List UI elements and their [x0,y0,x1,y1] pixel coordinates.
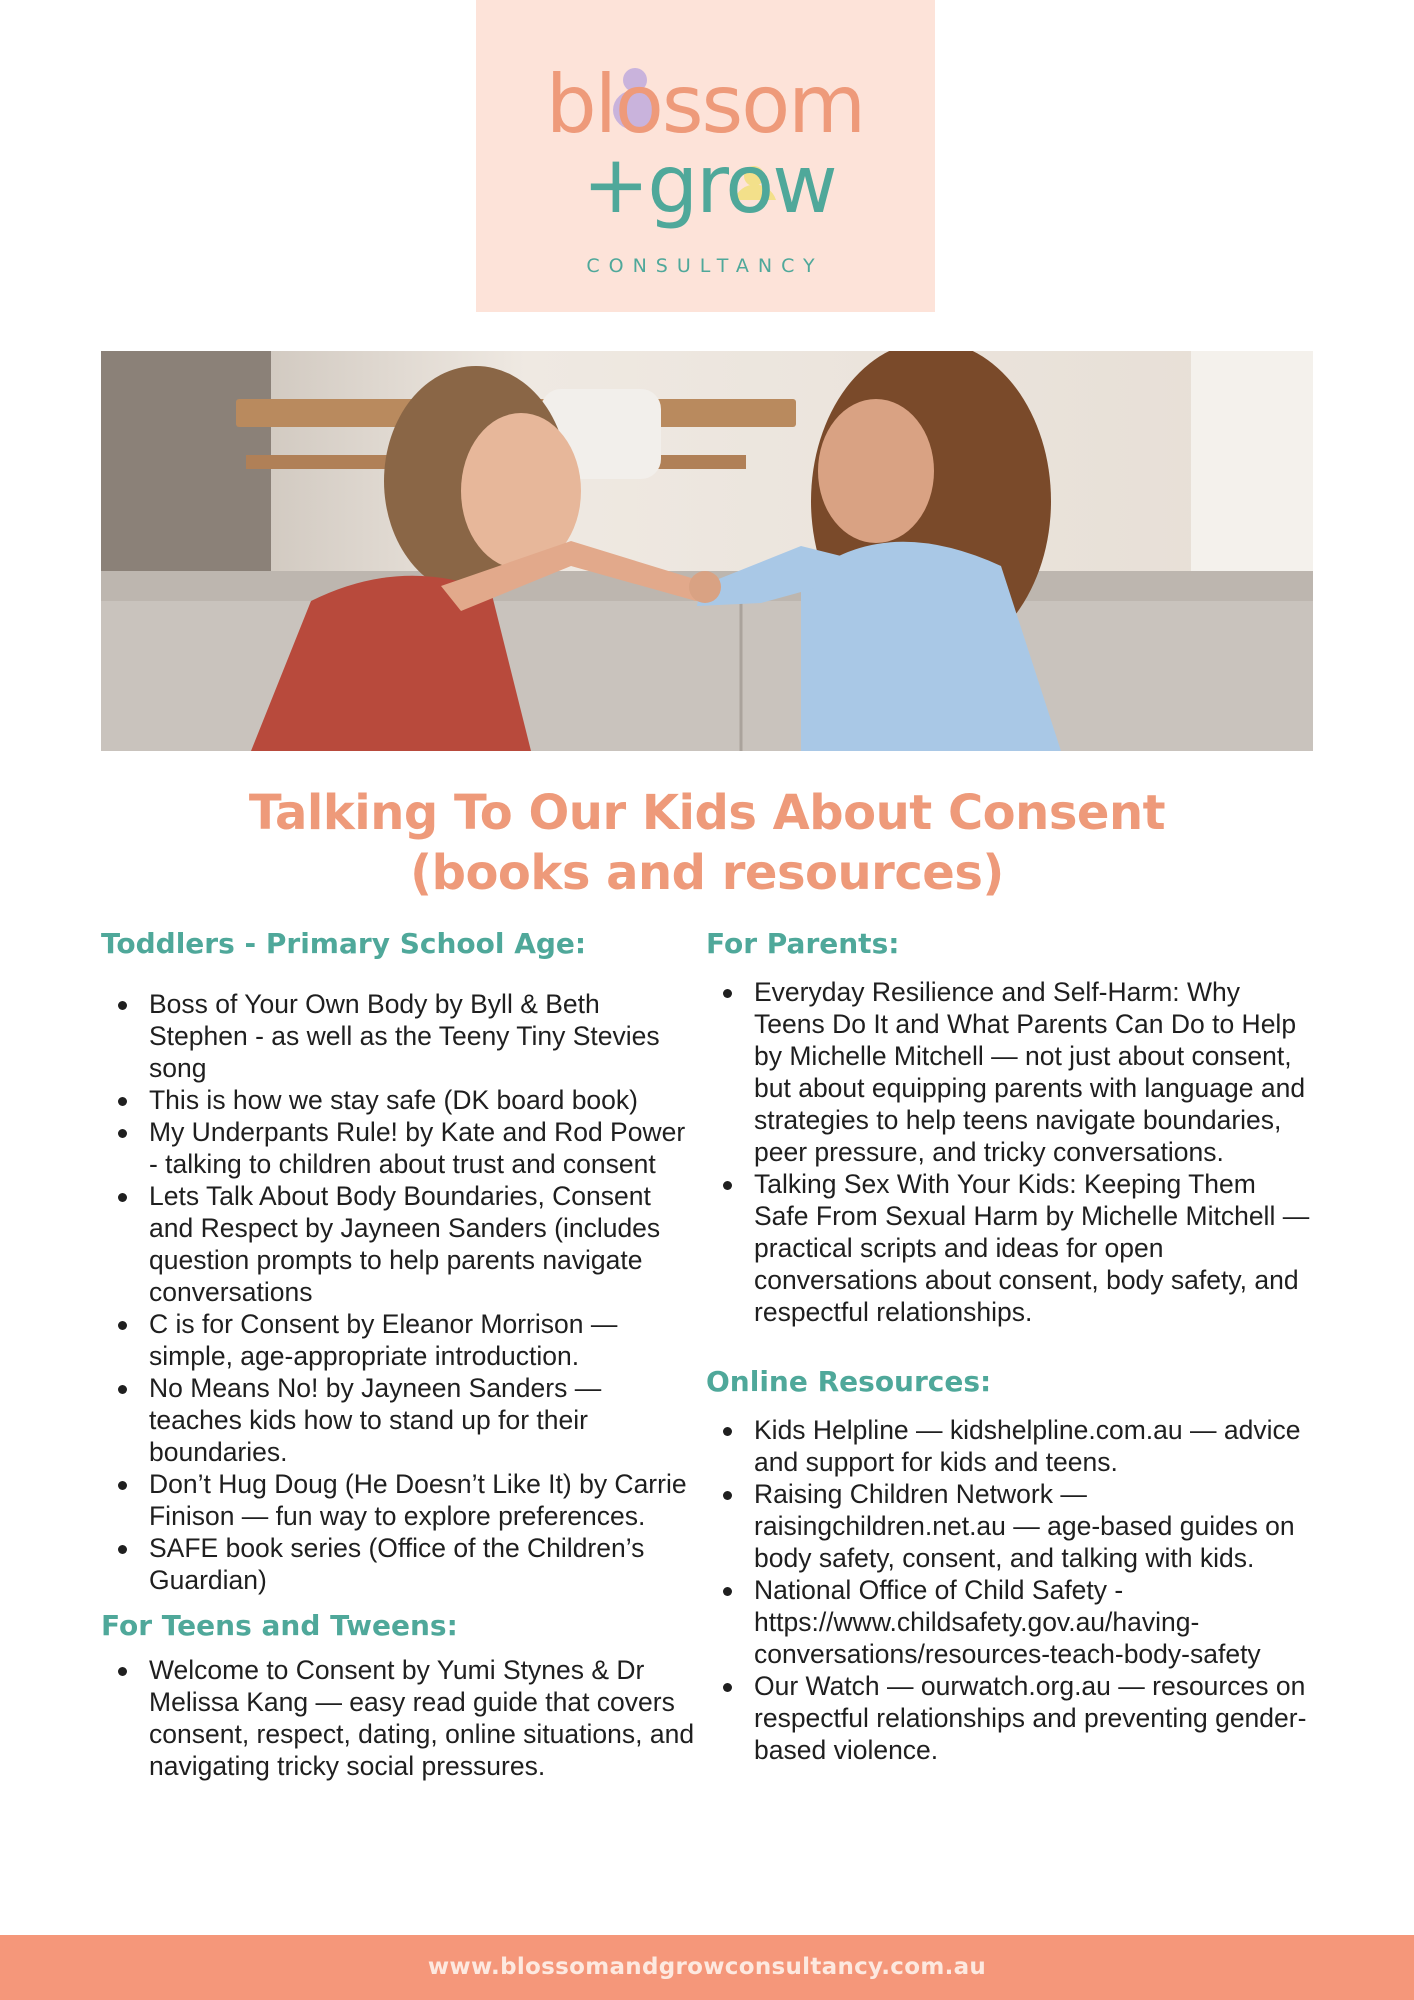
bullet-icon [118,1321,127,1330]
logo-word-blossom: blossom [545,58,865,151]
online-list [706,1414,1316,1766]
list-item-text: Lets Talk About Body Boundaries, Consent and Respect by Jayneen Sanders (includes question prompts to help parents navigate conversations [149,1181,661,1307]
footer-website[interactable]: www.blossomandgrowconsultancy.com.au [0,1935,1414,2000]
bullet-icon [723,1181,732,1190]
bullet-icon [118,1545,127,1554]
bullet-icon [118,1129,127,1138]
bullet-icon [118,1001,127,1010]
list-item [706,1478,1316,1574]
bullet-icon [723,1491,732,1500]
list-item-text: My Underpants Rule! by Kate and Rod Power - talking to children about trust and consent [149,1117,686,1179]
left-column [101,926,701,1782]
list-item [101,1654,701,1782]
logo-word-grow: +grow [582,138,836,231]
woman-hand [689,571,721,603]
list-item [706,1574,1316,1670]
list-item-text: Welcome to Consent by Yumi Stynes & Dr Melissa Kang — easy read guide that covers consent, respect, dating, online situations, and navigating tricky social pressures. [149,1655,695,1781]
logo-tagline: CONSULTANCY [586,255,824,277]
bullet-icon [723,1587,732,1596]
bullet-icon [118,1193,127,1202]
list-item [101,1084,701,1116]
bullet-icon [723,989,732,998]
list-item-text: Our Watch — ourwatch.org.au — resources on respectful relationships and preventing gender-based violence. [754,1671,1307,1765]
parents-list [706,976,1316,1328]
section-heading-online: Online Resources: [706,1365,992,1398]
list-item [101,1180,701,1308]
toddlers-list [101,988,701,1596]
list-item-text: Raising Children Network — raisingchildren.net.au — age-based guides on body safety, consent, and talking with kids. [754,1479,1295,1573]
teens-list [101,1654,701,1782]
list-item-text: Talking Sex With Your Kids: Keeping Them Safe From Sexual Harm by Michelle Mitchell — practical scripts and ideas for open conversations about consent, body safety, and respectful relationships. [754,1169,1310,1327]
list-item-text: National Office of Child Safety - https://www.childsafety.gov.au/having-conversations/resources-teach-body-safety [754,1575,1261,1669]
list-item [101,988,701,1084]
title-line-1: Talking To Our Kids About Consent [248,785,1166,841]
list-item [101,1116,701,1180]
hero-photo [101,351,1313,751]
bullet-icon [118,1097,127,1106]
window-light [1191,351,1313,571]
list-item-text: No Means No! by Jayneen Sanders — teaches kids how to stand up for their boundaries. [149,1373,602,1467]
list-item [706,1670,1316,1766]
bullet-icon [118,1667,127,1676]
list-item [706,976,1316,1168]
list-item-text: Boss of Your Own Body by Byll & Beth Stephen - as well as the Teeny Tiny Stevies song [149,989,660,1083]
list-item [706,1168,1316,1328]
list-item-text: This is how we stay safe (DK board book) [149,1085,638,1115]
list-item [101,1308,701,1372]
section-heading-parents: For Parents: [706,927,900,960]
list-item [101,1532,701,1596]
bullet-icon [723,1427,732,1436]
bullet-icon [118,1481,127,1490]
list-item [101,1468,701,1532]
woman-face [818,399,934,543]
section-heading-toddlers: Toddlers - Primary School Age: [101,927,587,960]
list-item [101,1372,701,1468]
title-line-2: (books and resources) [410,845,1004,901]
logo [476,0,935,312]
section-heading-teens: For Teens and Tweens: [101,1609,458,1642]
list-item-text: C is for Consent by Eleanor Morrison — simple, age-appropriate introduction. [149,1309,618,1371]
bullet-icon [723,1683,732,1692]
page-title [101,783,1313,903]
list-item-text: Don’t Hug Doug (He Doesn’t Like It) by Carrie Finison — fun way to explore preferences. [149,1469,687,1531]
list-item-text: Everyday Resilience and Self-Harm: Why Teens Do It and What Parents Can Do to Help by Michelle Mitchell — not just about consent, but about equipping parents with language and strategies to help teens navigate boundaries, peer pressure, and tricky conversations. [754,977,1306,1167]
right-column [706,926,1316,1766]
list-item-text: SAFE book series (Office of the Children’s Guardian) [149,1533,645,1595]
logo-mark [476,0,935,312]
bullet-icon [118,1385,127,1394]
hero-illustration [101,351,1313,751]
list-item [706,1414,1316,1478]
list-item-text: Kids Helpline — kidshelpline.com.au — advice and support for kids and teens. [754,1415,1301,1477]
